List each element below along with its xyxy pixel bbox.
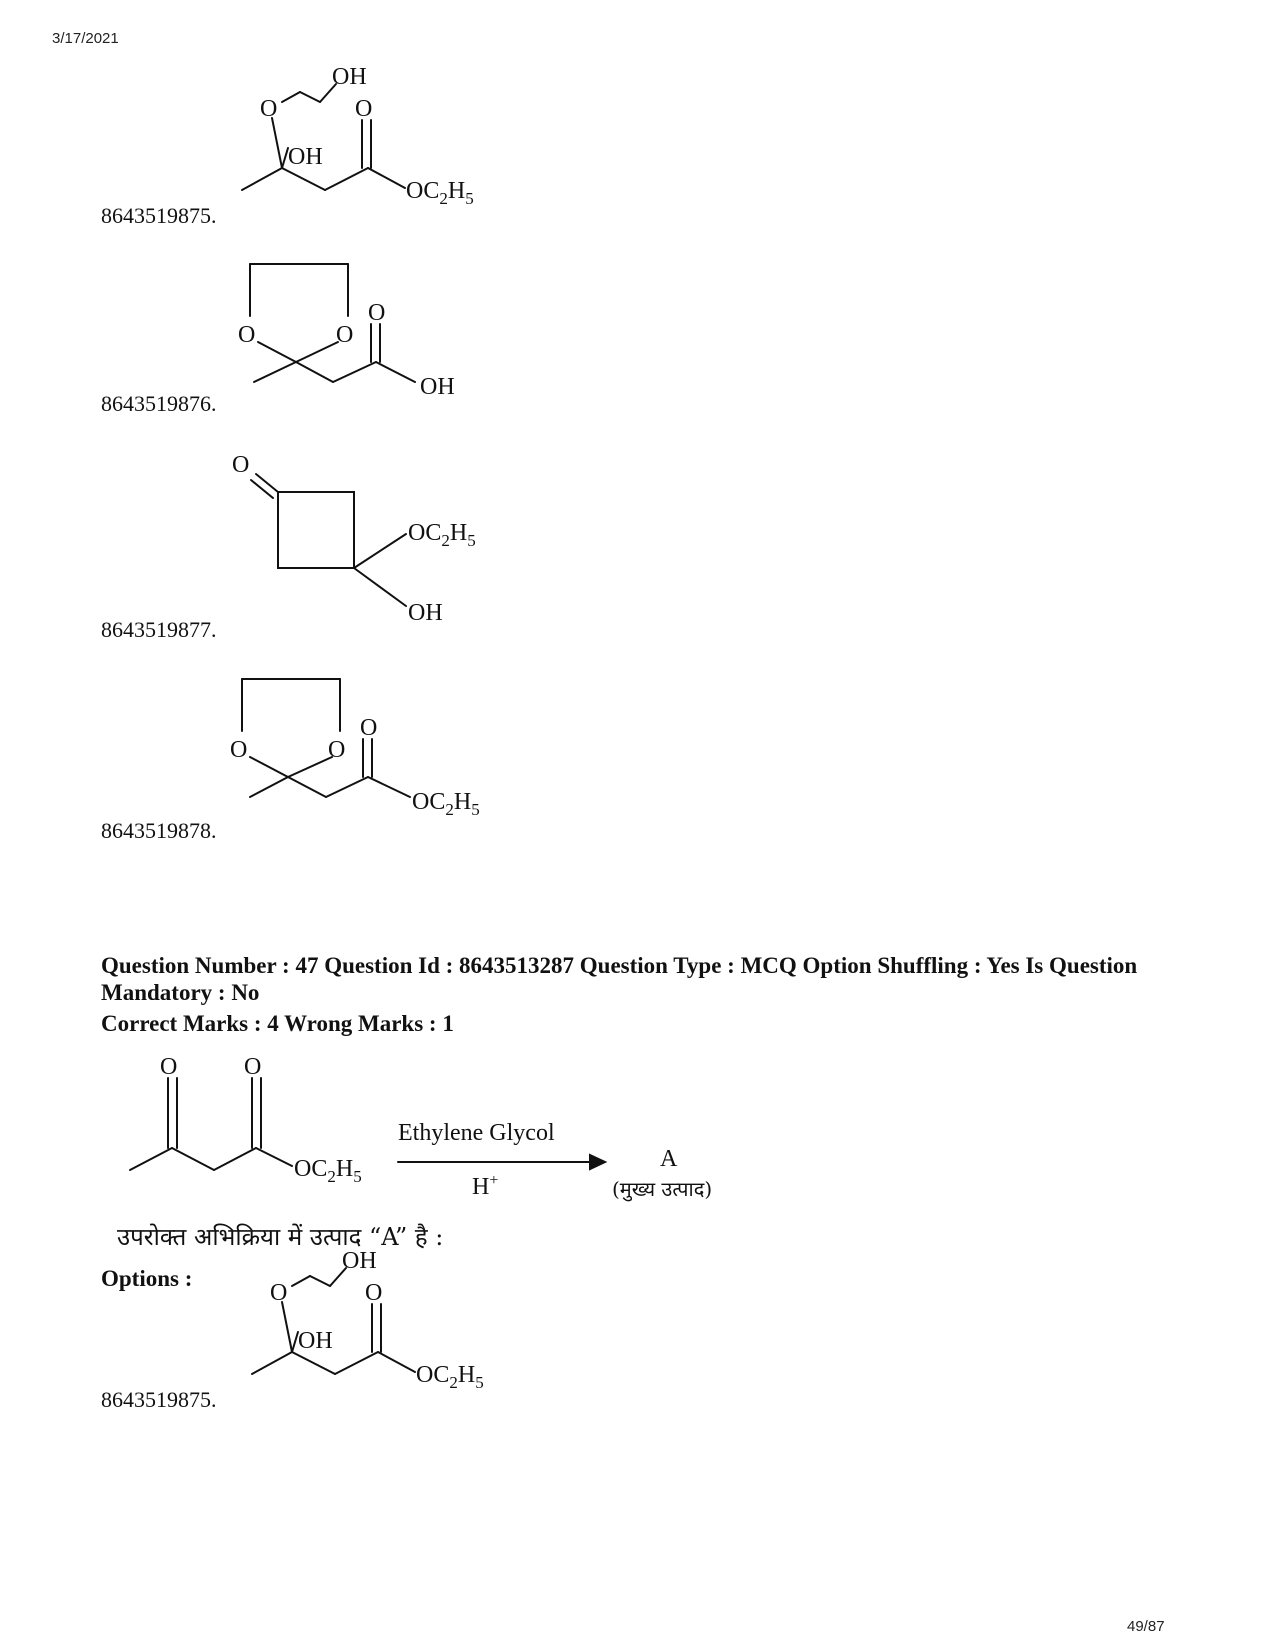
structure-option-8643519875 (240, 1244, 520, 1404)
svg-text:OC2H5: $OC_2H_5$ (408, 520, 476, 550)
atom-o: O (368, 300, 386, 326)
structure-option-8643519878 (230, 673, 520, 823)
atom-o: O (244, 1054, 262, 1080)
atom-o: O (365, 1280, 383, 1306)
atom-oh: OH (408, 600, 443, 626)
atom-oh: OH (332, 64, 367, 90)
atom-o: O (270, 1280, 288, 1306)
option-id: 8643519878. (101, 818, 217, 843)
options-label: Options : (101, 1266, 193, 1291)
structure-option-8643519877 (230, 446, 510, 636)
atom-o: O (238, 322, 256, 348)
product-label: A (660, 1146, 678, 1172)
option-id: 8643519877. (101, 617, 217, 642)
question-header: Question Number : 47 Question Id : 8643513287 Question Type : MCQ Option Shuffling : Yes Is Question Mandatory : No (101, 953, 1138, 1005)
product-note: (मुख्य उत्पाद) (612, 1177, 713, 1201)
svg-text:OC2H5: $OC_2H_5$ (406, 178, 474, 208)
catalyst-label: H+ (472, 1172, 499, 1200)
option-id: 8643519875. (101, 203, 217, 228)
svg-text:OC2H5: $OC_2H_5$ (412, 789, 480, 819)
print-date: 3/17/2021 (52, 30, 119, 47)
option-id: 8643519875. (101, 1387, 217, 1412)
svg-text:OC2H5: $OC_2H_5$ (416, 1362, 484, 1392)
atom-oh: OH (298, 1328, 333, 1354)
question-prompt: उपरोक्त अभिक्रिया में उत्पाद “A” है : (117, 1223, 444, 1251)
atom-o: O (232, 452, 250, 478)
atom-o: O (160, 1054, 178, 1080)
atom-o: O (260, 96, 278, 122)
structure-option-8643519875 (230, 60, 510, 220)
question-marks: Correct Marks : 4 Wrong Marks : 1 (101, 1011, 454, 1036)
structure-option-8643519876 (230, 258, 490, 408)
atom-o: O (328, 737, 346, 763)
atom-oh: OH (420, 374, 455, 400)
atom-oh: OH (288, 144, 323, 170)
atom-o: O (230, 737, 248, 763)
page-number: 49/87 (1127, 1618, 1165, 1635)
atom-oh: OH (342, 1248, 377, 1274)
reagent-label: Ethylene Glycol (398, 1120, 555, 1146)
atom-o: O (355, 96, 373, 122)
atom-o: O (360, 715, 378, 741)
atom-o: O (336, 322, 354, 348)
svg-text:OC2H5: $OC_2H_5$ (294, 1156, 362, 1186)
option-id: 8643519876. (101, 391, 217, 416)
reaction-scheme (120, 1048, 780, 1201)
